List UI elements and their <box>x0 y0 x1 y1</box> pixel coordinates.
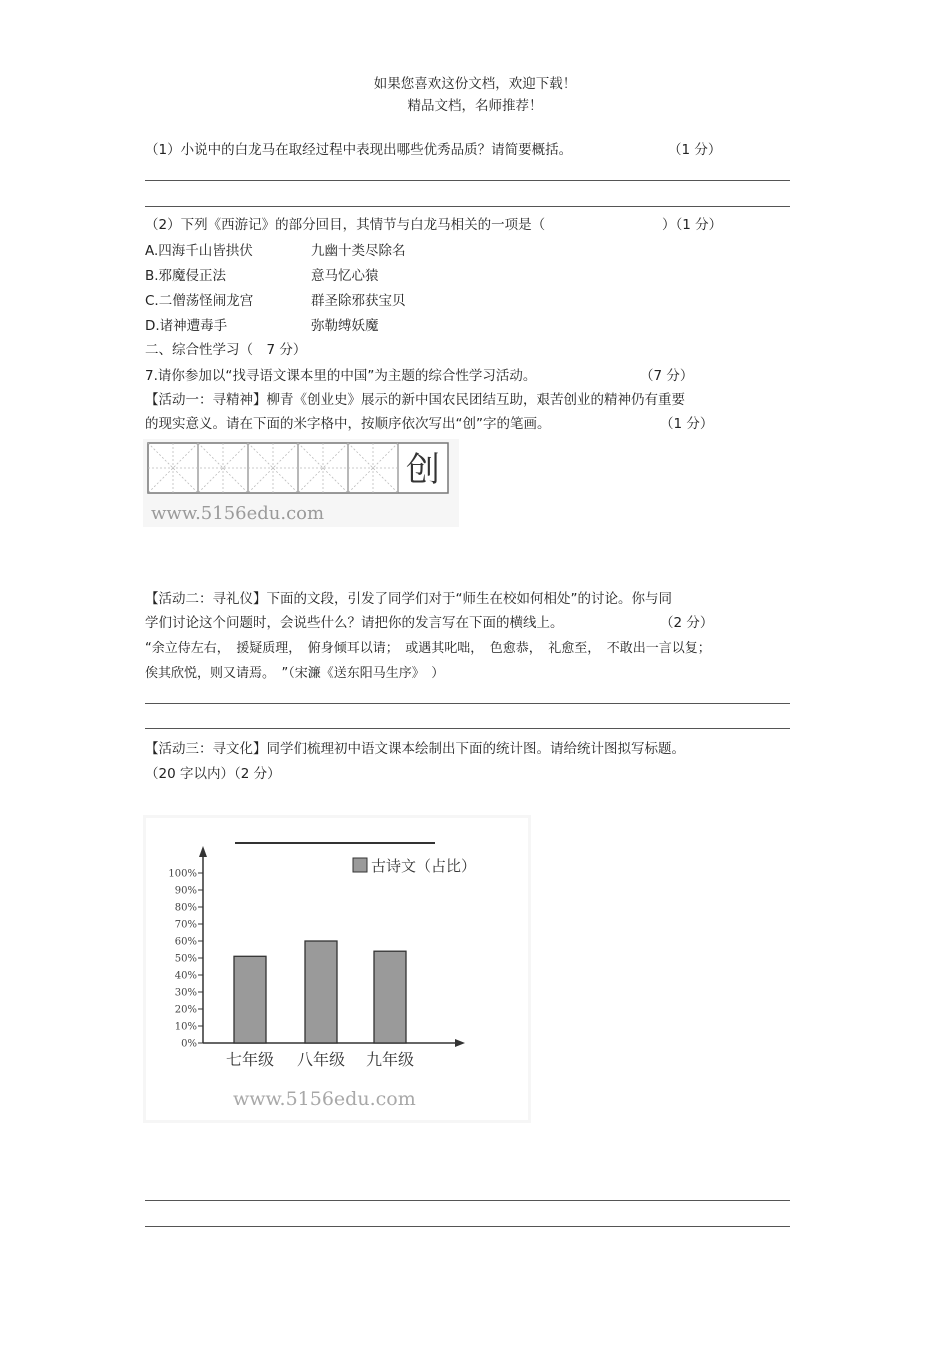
header-line-1: 如果您喜欢这份文档，欢迎下载！ <box>373 76 577 92</box>
y-tick-label: 50% <box>174 953 197 965</box>
y-tick-label: 30% <box>174 987 197 999</box>
option-d: D.诸神遭毒手 弥勒缚妖魔 <box>145 318 379 334</box>
bar <box>374 951 406 1043</box>
answer-line <box>145 180 790 181</box>
quote-line-2: 俟其欣悦，则又请焉。 ”（宋濂《送东阳马生序》 ） <box>145 666 445 681</box>
bar-chart-image <box>143 815 531 1123</box>
x-tick-label: 七年级 <box>225 1050 275 1069</box>
answer-line <box>145 1226 790 1227</box>
bar <box>234 956 266 1043</box>
quote-line-1: “余立侍左右， 援疑质理， 俯身倾耳以请； 或遇其叱咄， 色愈恭， 礼愈至， 不敢出一言以复； <box>145 641 711 656</box>
answer-line <box>145 728 790 729</box>
question-7-score: （7 分） <box>640 368 694 384</box>
option-b: B.邪魔侵正法 意马忆心猿 <box>145 268 379 284</box>
answer-line <box>145 703 790 704</box>
activity-3-line-1: 【活动三：寻文化】同学们梳理初中语文课本绘制出下面的统计图。请给统计图拟写标题。 <box>145 741 685 757</box>
answer-line <box>145 206 790 207</box>
question-2-text: （2）下列《西游记》的部分回目，其情节与白龙马相关的一项是（ <box>145 217 546 233</box>
y-tick-label: 70% <box>174 919 197 931</box>
question-1-score: （1 分） <box>668 142 722 158</box>
y-tick-label: 80% <box>174 902 197 914</box>
legend-swatch <box>353 858 367 872</box>
question-1-text: （1）小说中的白龙马在取经过程中表现出哪些优秀品质？请简要概括。 <box>145 142 573 158</box>
question-2-score: ）（1 分） <box>662 217 723 233</box>
watermark-text: www.5156edu.com <box>151 503 325 524</box>
chart-watermark: www.5156edu.com <box>233 1088 416 1110</box>
grid-character: 创 <box>406 450 440 490</box>
bar-chart <box>143 815 531 1123</box>
answer-line <box>145 1200 790 1201</box>
header-line-2: 精品文档，名师推荐！ <box>407 98 543 114</box>
option-c: C.二僧荡怪闹龙宫 群圣除邪获宝贝 <box>145 293 406 309</box>
mizige-grid <box>143 439 459 527</box>
mizige-grid-image <box>143 439 459 527</box>
activity-1-score: （1 分） <box>660 416 714 432</box>
bar <box>305 941 337 1043</box>
y-tick-label: 90% <box>174 885 197 897</box>
y-tick-label: 0% <box>181 1038 197 1050</box>
y-tick-label: 20% <box>174 1004 197 1016</box>
legend-label: 古诗文（占比） <box>371 857 477 875</box>
activity-2-score: （2 分） <box>660 615 714 631</box>
y-tick-label: 10% <box>174 1021 197 1033</box>
option-a: A.四海千山皆拱伏 九幽十类尽除名 <box>145 243 406 259</box>
section-2-heading: 二、综合性学习（ 7 分） <box>145 342 307 358</box>
activity-1-line-2: 的现实意义。请在下面的米字格中，按顺序依次写出“创”字的笔画。 <box>145 416 551 432</box>
activity-2-line-1: 【活动二：寻礼仪】下面的文段，引发了同学们对于“师生在校如何相处”的讨论。你与同 <box>145 591 672 607</box>
y-tick-label: 60% <box>174 936 197 948</box>
activity-1-line-1: 【活动一：寻精神】柳青《创业史》展示的新中国农民团结互助，艰苦创业的精神仍有重要 <box>145 392 685 408</box>
activity-3-line-2: （20 字以内）（2 分） <box>145 766 281 782</box>
x-tick-label: 八年级 <box>296 1050 346 1069</box>
x-tick-label: 九年级 <box>365 1050 415 1069</box>
activity-2-line-2: 学们讨论这个问题时，会说些什么？请把你的发言写在下面的横线上。 <box>145 615 564 631</box>
y-tick-label: 100% <box>168 868 197 880</box>
question-7-text: 7.请你参加以“找寻语文课本里的中国”为主题的综合性学习活动。 <box>145 368 537 384</box>
y-tick-label: 40% <box>174 970 197 982</box>
